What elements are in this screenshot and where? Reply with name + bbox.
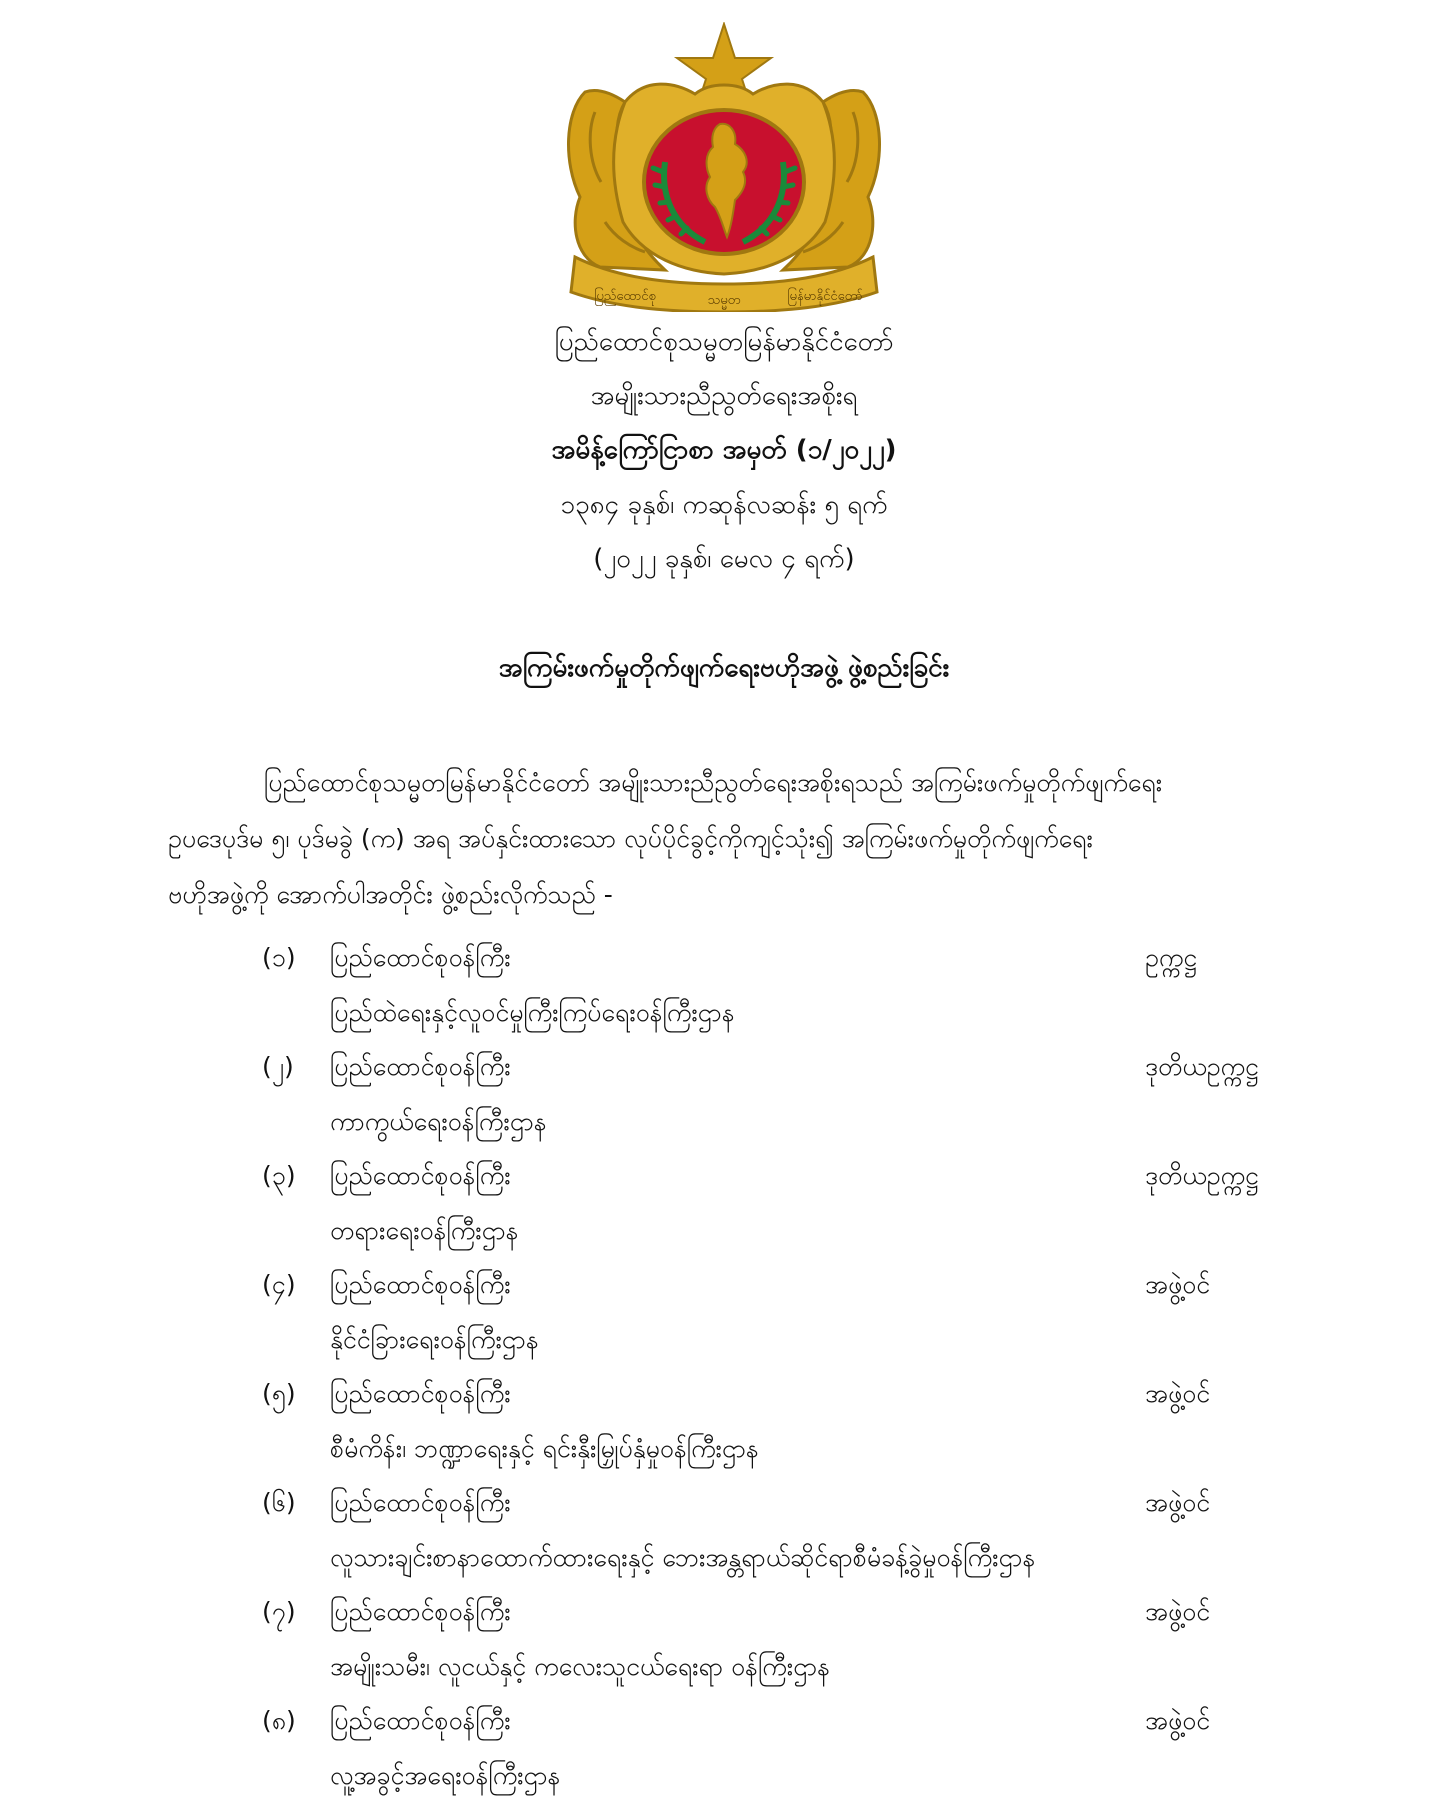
item-ministry: ပြည်ထဲရေးနှင့်လူဝင်မှုကြီးကြပ်ရေးဝန်ကြီးဌာန xyxy=(330,998,735,1027)
item-ministry: နိုင်ငံခြားရေးဝန်ကြီးဌာန xyxy=(330,1325,539,1354)
item-role: အဖွဲ့ဝင် xyxy=(1145,1379,1211,1408)
item-role: ဒုတိယဥက္ကဋ္ဌ xyxy=(1145,1161,1259,1190)
subject-title: အကြမ်းဖက်မှုတိုက်ဖျက်ရေးဗဟိုအဖွဲ့ ဖွဲ့စည်းခြင်း xyxy=(498,653,950,683)
item-ministry: စီမံကိန်း၊ ဘဏ္ဍာရေးနှင့် ရင်းနှီးမြှုပ်နှံမှုဝန်ကြီးဌာန xyxy=(330,1434,759,1463)
ribbon-text-right: မြန်မာနိုင်ငံတော် xyxy=(787,289,863,304)
item-number: (၃) xyxy=(262,1161,296,1190)
ribbon-text-center: သမ္မတ xyxy=(707,293,741,308)
item-title: ပြည်ထောင်စုဝန်ကြီး xyxy=(330,1597,511,1626)
paragraph-line-3: ဗဟိုအဖွဲ့ကို အောက်ပါအတိုင်း ဖွဲ့စည်းလိုက်သည် - xyxy=(168,880,613,909)
item-title: ပြည်ထောင်စုဝန်ကြီး xyxy=(330,1379,511,1408)
item-ministry: တရားရေးဝန်ကြီးဌာန xyxy=(330,1216,519,1245)
state-emblem xyxy=(555,22,893,312)
item-number: (၁) xyxy=(262,943,296,972)
item-number: (၆) xyxy=(262,1488,296,1517)
item-number: (၂) xyxy=(262,1052,294,1081)
item-ministry: အမျိုးသမီး၊ လူငယ်နှင့် ကလေးသူငယ်ရေးရာ ဝန်ကြီးဌာန xyxy=(330,1652,831,1681)
date-myanmar: ၁၃၈၄ ခုနှစ်၊ ကဆုန်လဆန်း ၅ ရက် xyxy=(560,490,888,520)
item-number: (၄) xyxy=(262,1270,296,1299)
item-number: (၈) xyxy=(262,1706,296,1735)
item-role: အဖွဲ့ဝင် xyxy=(1145,1706,1211,1735)
notice-number: အမိန့်ကြော်ငြာစာ အမှတ် (၁/၂၀၂၂) xyxy=(551,435,897,465)
item-ministry: ကာကွယ်ရေးဝန်ကြီးဌာန xyxy=(330,1107,547,1136)
date-gregorian: (၂၀၂၂ ခုနှစ်၊ မေလ ၄ ရက်) xyxy=(593,544,855,574)
government-name: အမျိုးသားညီညွတ်ရေးအစိုးရ xyxy=(590,381,858,411)
ribbon-text-left: ပြည်ထောင်စု xyxy=(594,289,656,304)
item-ministry: လူသားချင်းစာနာထောက်ထားရေးနှင့် ဘေးအန္တရာယ်ဆိုင်ရာစီမံခန့်ခွဲမှုဝန်ကြီးဌာန xyxy=(330,1543,1036,1572)
item-ministry: လူ့အခွင့်အရေးဝန်ကြီးဌာန xyxy=(330,1761,561,1790)
item-title: ပြည်ထောင်စုဝန်ကြီး xyxy=(330,943,511,972)
paragraph-line-1: ပြည်ထောင်စုသမ္မတမြန်မာနိုင်ငံတော် အမျိုးသားညီညွတ်ရေးအစိုးရသည် အကြမ်းဖက်မှုတိုက်ဖျက်ရေး xyxy=(264,768,1163,797)
item-number: (၇) xyxy=(262,1597,296,1626)
item-title: ပြည်ထောင်စုဝန်ကြီး xyxy=(330,1706,511,1735)
item-number: (၅) xyxy=(262,1379,296,1408)
item-role: ဒုတိယဥက္ကဋ္ဌ xyxy=(1145,1052,1259,1081)
item-role: အဖွဲ့ဝင် xyxy=(1145,1270,1211,1299)
item-title: ပြည်ထောင်စုဝန်ကြီး xyxy=(330,1270,511,1299)
item-role: ဥက္ကဋ္ဌ xyxy=(1145,943,1197,972)
item-role: အဖွဲ့ဝင် xyxy=(1145,1488,1211,1517)
item-title: ပြည်ထောင်စုဝန်ကြီး xyxy=(330,1488,511,1517)
item-role: အဖွဲ့ဝင် xyxy=(1145,1597,1211,1626)
country-name: ပြည်ထောင်စုသမ္မတမြန်မာနိုင်ငံတော် xyxy=(554,327,894,357)
item-title: ပြည်ထောင်စုဝန်ကြီး xyxy=(330,1161,511,1190)
item-title: ပြည်ထောင်စုဝန်ကြီး xyxy=(330,1052,511,1081)
paragraph-line-2: ဥပဒေပုဒ်မ ၅၊ ပုဒ်မခွဲ (က) အရ အပ်နှင်းထားသော လုပ်ပိုင်ခွင့်ကိုကျင့်သုံး၍ အကြမ်းဖက်မှုတိုက်ဖျက်ရေး xyxy=(168,824,1093,853)
